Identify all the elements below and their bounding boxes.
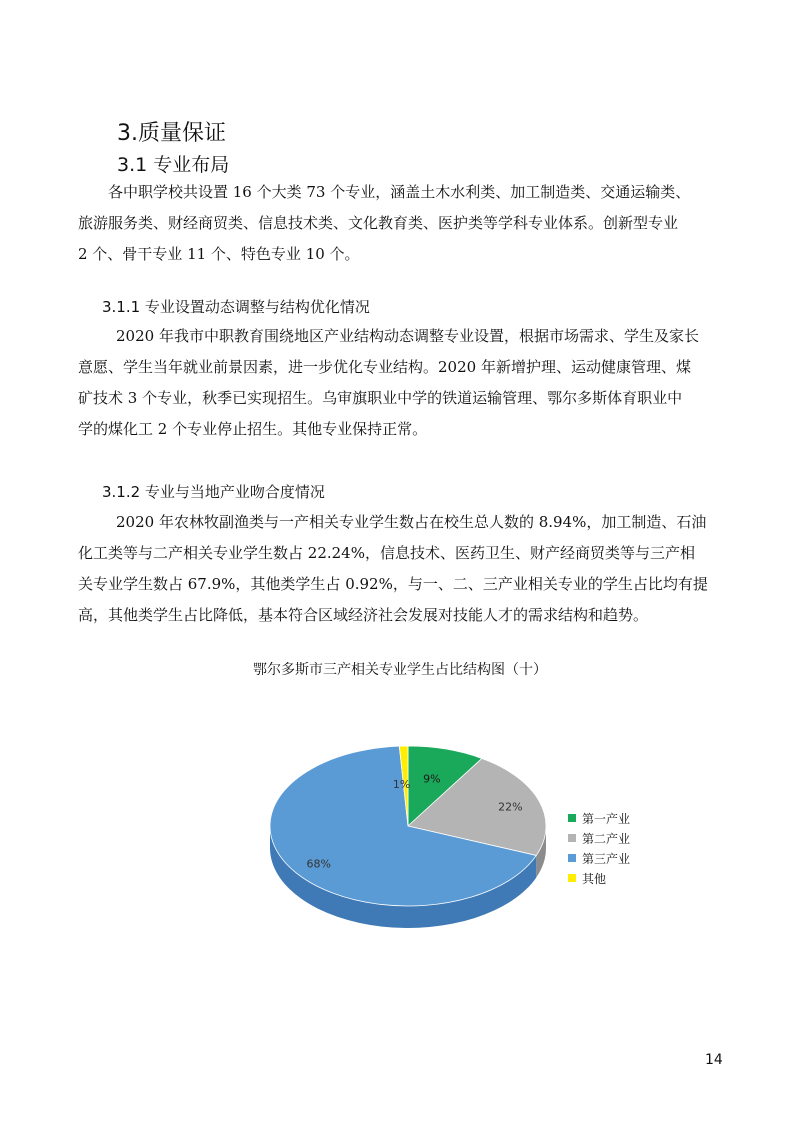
pie-data-label: 68%: [306, 857, 331, 871]
legend-swatch: [568, 834, 576, 842]
subsection-heading: 3.1 专业布局: [117, 154, 230, 176]
paragraph-line: 意愿、学生当年就业前景因素，进一步优化专业结构。2020 年新增护理、运动健康管理、煤: [78, 358, 691, 376]
paragraph-line: 2 个、骨干专业 11 个、特色专业 10 个。: [78, 245, 360, 263]
paragraph-line: 矿技术 3 个专业，秋季已实现招生。乌审旗职业中学的铁道运输管理、鄂尔多斯体育职业中: [78, 389, 683, 407]
legend-swatch: [568, 874, 576, 882]
legend-item: [568, 828, 630, 848]
section-312-title: 3.1.2 专业与当地产业吻合度情况: [102, 483, 325, 501]
legend-label: 第一产业: [582, 811, 631, 826]
paragraph-line: 2020 年农林牧副渔类与一产相关专业学生数占在校生总人数的 8.94%，加工制造、石油: [116, 513, 707, 531]
legend-label: 第二产业: [582, 831, 631, 846]
paragraph-line: 高，其他类学生占比降低，基本符合区域经济社会发展对技能人才的需求结构和趋势。: [78, 606, 649, 624]
legend-item: [568, 848, 630, 868]
paragraph-line: 各中职学校共设置 16 个大类 73 个专业，涵盖土木水利类、加工制造类、交通运输类、: [108, 183, 691, 201]
legend-swatch: [568, 854, 576, 862]
paragraph-line: 2020 年我市中职教育围绕地区产业结构动态调整专业设置，根据市场需求、学生及家长: [116, 327, 699, 345]
paragraph-line: 关专业学生数占 67.9%，其他类学生占 0.92%，与一、二、三产业相关专业的学生占比均有提: [78, 575, 708, 593]
pie-data-label: 1%: [392, 778, 411, 792]
legend-swatch: [568, 814, 576, 822]
pie-data-label: 22%: [498, 800, 523, 814]
paragraph-line: 旅游服务类、财经商贸类、信息技术类、文化教育类、医护类等学科专业体系。创新型专业: [78, 214, 679, 232]
legend-item: [568, 868, 630, 888]
legend-label: 其他: [582, 871, 607, 886]
section-311-title: 3.1.1 专业设置动态调整与结构优化情况: [102, 298, 370, 316]
pie-data-label: 9%: [423, 772, 441, 786]
page-number: 14: [705, 1052, 723, 1068]
legend-label: 第三产业: [582, 851, 631, 866]
chart-legend: [568, 808, 630, 888]
paragraph-line: 化工类等与二产相关专业学生数占 22.24%，信息技术、医药卫生、财产经商贸类等与三产相: [78, 544, 695, 562]
chart-title: 鄂尔多斯市三产相关专业学生占比结构图（十）: [253, 662, 547, 678]
legend-item: [568, 808, 630, 828]
section-heading: 3.质量保证: [117, 121, 226, 146]
paragraph-line: 学的煤化工 2 个专业停止招生。其他专业保持正常。: [78, 420, 428, 438]
